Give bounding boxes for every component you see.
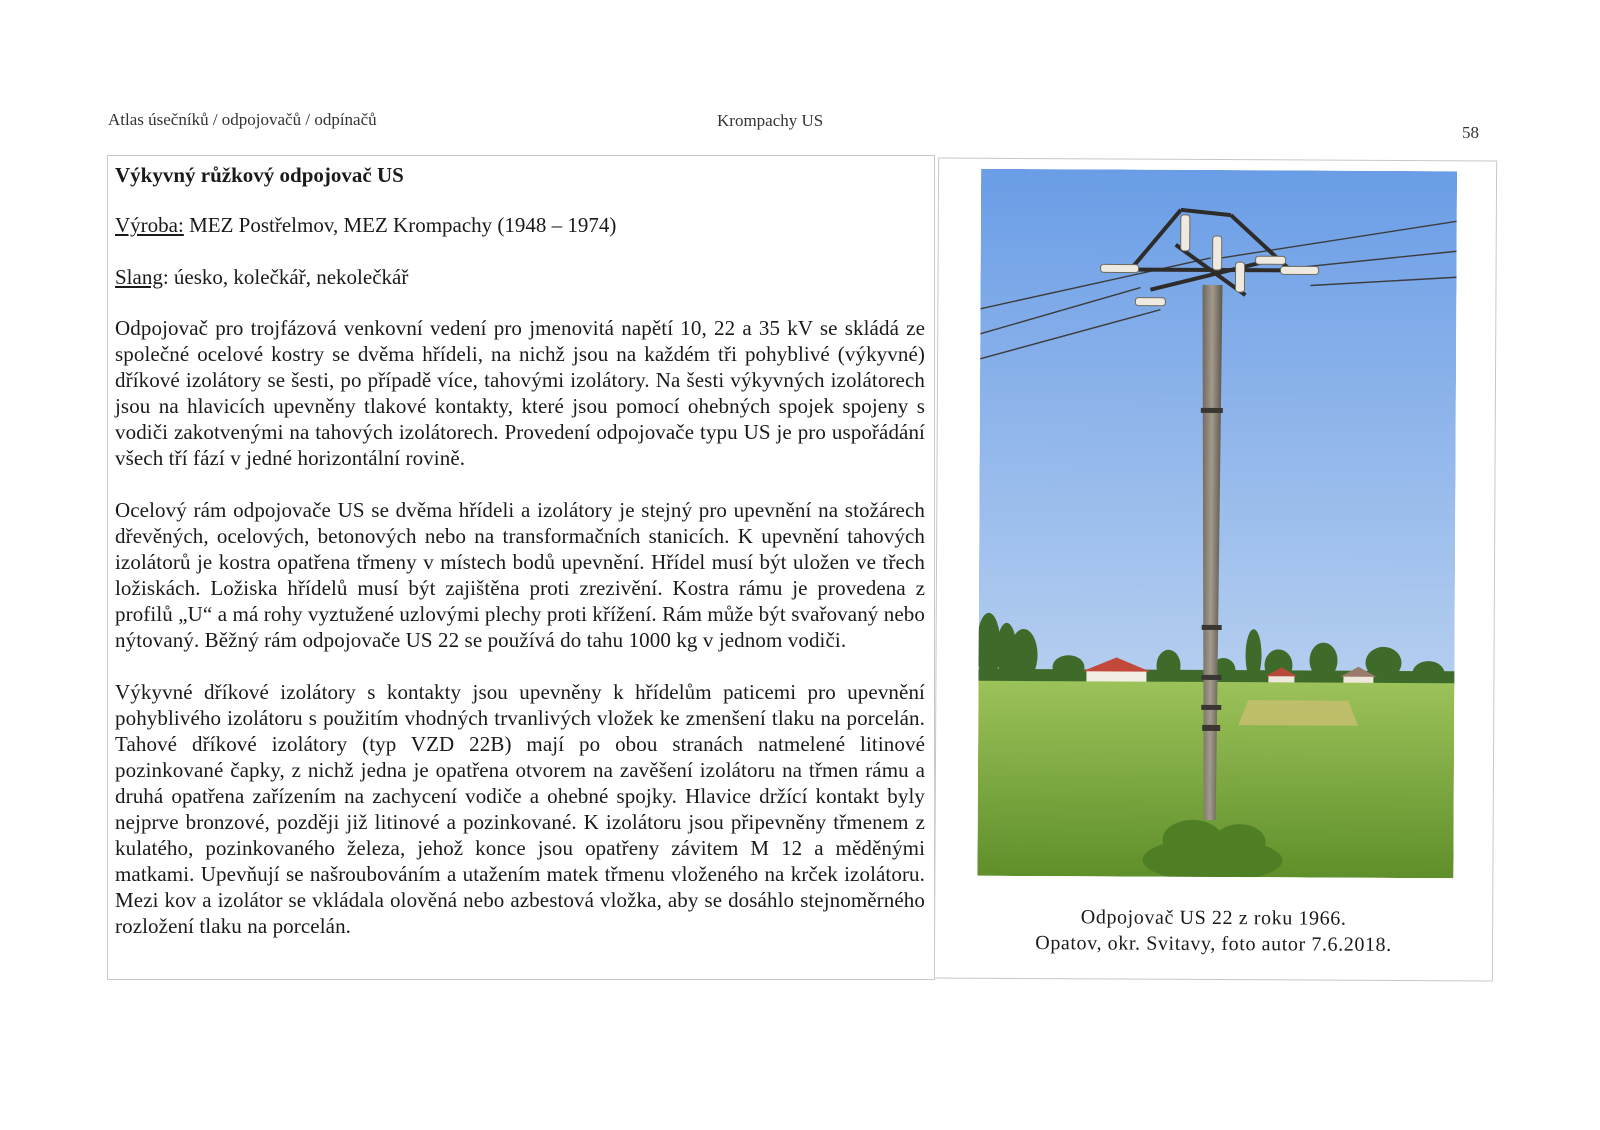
production-value: MEZ Postřelmov, MEZ Krompachy (1948 – 1974) — [183, 213, 617, 237]
stubble-field — [1238, 700, 1358, 726]
page-number: 58 — [1462, 123, 1479, 142]
article-title: Výkyvný růžkový odpojovač US — [115, 163, 404, 187]
paragraph: Odpojovač pro trojfázová venkovní vedení pro jmenovitá napětí 10, 22 a 35 kV se skládá ze společné ocelové kostry se dvěma hřídeli, na nichž jsou na každém tři pohyblivé (výkyvné) dříkové izolátory se šesti, po případě více, tahovými izolátory. Na šesti výkyvných izolátorech jsou na hlavicích upevněny tlakové kontakty, které jsou pomocí ohebných spojek spojeny s vodiči zakotvenými na tahových izolátorech. Provedení odpojovače typu US je pro uspořádání všech tří fází v jedné horizontální rovině. — [115, 316, 925, 470]
paragraph: Výkyvné dříkové izolátory s kontakty jsou upevněny k hřídelům paticemi pro upevnění pohyblivého izolátoru s použitím vhodných trvanlivých vložek ke zmenšení tlaku na porcelán. Tahové dříkové izolátory (typ VZD 22B) mají po obou stranách natmelené litinové pozinkované čapky, z nichž jedna je opatřena otvorem na zavěšení izolátoru na třmen rámu a druhá opatřena zařízením na zachycení vodiče a ohebné spojky. Hlavice držící kontakt byly nejprve bronzové, později již litinové a pozinkované. K izolátoru jsou připevněny třmenem z kulatého, pozinkovaného železa, jehož konce jsou opatřeny závitem M 12 a měděnými matkami. Upevňují se našroubováním a utažením matek třmenu vloženého na krček izolátoru. Mezi kov a izolátor se vkládala olověná nebo azbestová vložka, aby se dosáhlo stejnoměrného rozložení tlaku na porcelán. — [115, 680, 925, 938]
slang-value: : úesko, kolečkář, nekolečkář — [162, 265, 409, 289]
text-panel — [107, 155, 935, 980]
running-header-title: Atlas úsečníků / odpojovačů / odpínačů — [108, 110, 377, 129]
slang-line — [115, 263, 925, 291]
production-label: Výroba: — [115, 213, 184, 237]
paragraph: Ocelový rám odpojovače US se dvěma hřídeli a izolátory je stejný pro upevnění na stožárech dřevěných, ocelových, betonových nebo na transformačních stanicích. K upevnění tahových izolátorů je kostra opatřena třmeny v místech bodů upevnění. Hřídel musí být uložen ve třech ložiskách. Ložiska hřídelů musí být zajištěna proti zrezivění. Kostra rámu je provedena z profilů „U“ a má rohy vyztužené uzlovými plechy proti křížení. Rám může být svařovaný nebo nýtovaný. Běžný rám odpojovače US 22 se používá do tahu 1000 kg v jednom vodiči. — [115, 498, 925, 652]
running-header-section: Krompachy US — [717, 111, 824, 130]
caption-line-1: Odpojovač US 22 z roku 1966. — [1080, 906, 1347, 930]
slang-label: Slang — [115, 265, 163, 289]
caption-line-2: Opatov, okr. Svitavy, foto autor 7.6.2018. — [1035, 932, 1392, 956]
article-body — [115, 161, 925, 939]
disconnector-photo — [977, 169, 1457, 878]
production-line — [115, 211, 925, 239]
photo-panel — [934, 158, 1497, 982]
photo-caption — [935, 904, 1492, 959]
pole-illustration — [977, 169, 1457, 878]
